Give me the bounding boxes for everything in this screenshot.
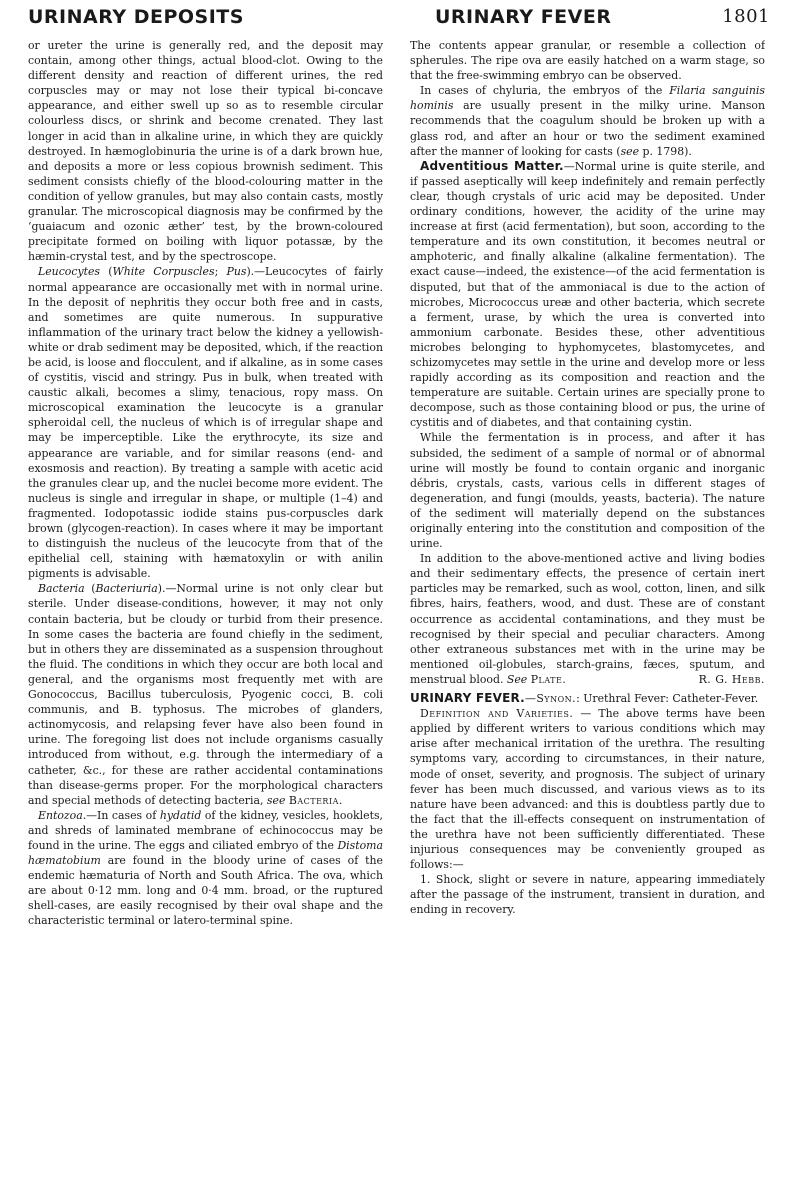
term-white-corpuscles: White Corpuscles — [112, 265, 215, 279]
running-header — [0, 6, 800, 34]
term-filaria: Filaria sanguinis hominis — [410, 84, 765, 113]
author-signature: R. G. Hebb. — [698, 672, 765, 686]
left-column — [28, 38, 383, 1184]
page-number: 1801 — [722, 6, 770, 27]
paragraph-contents: The contents appear granular, or resemble a collection of spherules. The ripe ova are easily hatched on a warm stage, so that the free-swimming embryo can be observed. — [410, 39, 765, 83]
right-column — [410, 38, 765, 1184]
heading-definition: Definition and Varieties. — [420, 707, 574, 721]
term-leucocytes: Leucocytes — [38, 265, 101, 279]
chyluria-intro: In cases of chyluria, the embryos of the — [420, 84, 670, 98]
definition-body: — The above terms have been applied by different writers to various conditions which may arise after mechanical irritation of the urethra. The resulting symptoms vary, according to circumstances, in their nature, mode of onset, severity, and prognosis. The subject of urinary fever has been much discussed, and various views as to its nature have been advanced: and this is doubtless partly due to the fact that the ill-effects consequent on instrumentation of the urethra have not been sufficiently differentiated. These injurious consequences may be conveniently grouped as follows:— — [410, 707, 765, 872]
cross-reference-plate[interactable]: Plate — [530, 672, 563, 686]
paren-open: ( — [100, 265, 113, 279]
synonym-body: : Urethral Fever: Catheter-Fever. — [576, 692, 759, 706]
heading-adventitious-matter: Adventitious Matter. — [420, 158, 564, 173]
see-reference: See — [506, 672, 528, 686]
paragraph-inert-particles — [410, 551, 765, 687]
running-title-right: URINARY FEVER — [435, 6, 612, 28]
bacteria-body: —Normal urine is not only clear but sterile. Under disease-conditions, however, it may not only contain bacteria, but be cloudy or turbid from their presence. In some cases the bacteria are found chiefly in the sediment, but in others they are disseminated as a suspension throughout the fluid. The conditions in which they occur are both local and general, and the organisms most frequently met with are Gonococcus, Bacillus tuberculosis, Pyogenic cocci, B. coli communis, and B. typhosus. The microbes of glanders, actinomycosis, and relapsing fever have also been found in urine. The foregoing list does not include organisms casually introduced from without, e.g. through the intermediary of a catheter, &c., for these are rather accidental contaminations than disease-germs proper. For the morphological characters and special methods of detecting bacteria, — [28, 582, 383, 807]
paren-open: ( — [84, 582, 96, 596]
inert-body: In addition to the above-mentioned active and living bodies and their sedimentary effects, the presence of certain inert particles may be remarked, such as wool, cotton, linen, and silk fibres, hairs, feathers, wood, and dust. These are of constant occurrence as accidental contaminations, and they must be recognised by their special and peculiar characters. Among other extraneous substances met with in the urine may be mentioned oil-globules, starch-grains, fæces, sputum, and menstrual blood. — [410, 552, 765, 686]
paragraph-red-corpuscles: or ureter the urine is generally red, and the deposit may contain, among other things, actual blood-clot. Owing to the different density and reaction of different urines, the red corpuscles may or may not lose their typical bi-concave appearance, and either swell up so as to resemble circular colourless discs, or shrink and become crenated. They last longer in acid than in alkaline urine, in which they are quickly destroyed. In hæmoglobinuria the urine is of a dark brown hue, and deposits a more or less copious brownish sediment. This sediment consists chiefly of the blood-colouring matter in the condition of yellow granules, but may also contain casts, mostly granular. The microscopical diagnosis may be confirmed by the ‘guaiacum and ozonic æther’ test, by the brown-coloured precipitate formed on boiling with liquor potassæ, by the hæmin-crystal test, and by the spectroscope. — [28, 39, 383, 264]
paragraph-fermentation: While the fermentation is in process, and after it has subsided, the sediment of a sample of normal or of abnormal urine will mostly be found to contain organic and inorganic débris, crystals, casts, various cells in different stages of degeneration, and fungi (moulds, yeasts, bacteria). The nature of the sediment will materially depend on the substances originally entering into the constitution and composition of the urine. — [410, 431, 765, 551]
running-title-left: URINARY DEPOSITS — [28, 6, 244, 28]
cross-reference-bacteria[interactable]: Bacteria — [288, 793, 339, 807]
leucocytes-body: —Leucocytes of fairly normal appearance are occasionally met with in normal urine. In the deposit of nephritis they occur both free and in casts, and sometimes are quite numerous. In suppurative inflammation of the urinary tract below the kidney a yellowish-white or drab sediment may be deposited, which, if the reaction be acid, is loose and flocculent, and if alkaline, as in some cases of cystitis, viscid and stringy. Pus in bulk, when treated with caustic alkali, becomes a slimy, tenacious, ropy mass. On microscopical examination the leucocyte is a granular spheroidal cell, the nucleus of which is of irregular shape and may be imperceptible. Like the erythrocyte, its size and appearance are variable, and for similar reasons (end- and exosmosis and reaction). By treating a sample with acetic acid the granules clear up, and the nuclei become more evident. The nucleus is single and irregular in shape, or multiple (1–4) and fragmented. Iodopotassic iodide stains pus-corpuscles dark brown (glycogen-reaction). In cases where it may be important to distinguish the nucleus of the leucocyte from that of the epithelial cell, staining with hæmatoxylin or with anilin pigments is advisable. — [28, 265, 383, 581]
chyluria-body: are usually present in the milky urine. Manson recommends that the coagulum should be broken up with a glass rod, and after an hour or two the sediment examined after the manner of looking for casts ( — [410, 99, 765, 158]
page-reference[interactable]: p. 1798). — [639, 144, 692, 158]
separator: ; — [214, 265, 227, 279]
entozoa-body-2: are found in the bloody urine of cases of the endemic hæmaturia of North and South Africa. The ova, which are about 0·12 mm. long and 0·4 mm. broad, or the ruptured shell-cases, are easily recognised by their oval shape and the characteristic terminal or latero-terminal spine. — [28, 854, 383, 928]
term-bacteriuria: Bacteriuria — [95, 582, 158, 596]
paragraph-leucocytes — [28, 264, 383, 581]
heading-urinary-fever: URINARY FEVER. — [410, 691, 525, 706]
term-pus: Pus — [226, 265, 247, 279]
paragraph-definition — [410, 706, 765, 872]
paren-close: ). — [157, 582, 166, 596]
paragraph-urinary-fever-heading — [410, 691, 765, 706]
paragraph-chyluria — [410, 83, 765, 158]
synonym-label: —Synon. — [524, 692, 577, 706]
see-reference: see — [266, 793, 286, 807]
term-bacteria: Bacteria — [38, 582, 85, 596]
period: . — [338, 793, 343, 807]
term-hydatid: hydatid — [159, 808, 202, 822]
list-item-shock: 1. Shock, slight or severe in nature, appearing immediately after the passage of the instrument, transient in duration, and ending in recovery. — [410, 873, 765, 917]
paragraph-entozoa — [28, 808, 383, 929]
entozoa-body: of the kidney, vesicles, hooklets, and shreds of laminated membrane of echinococcus may be found in the urine. The eggs and ciliated embryo of the — [28, 808, 383, 852]
paren-close: ). — [246, 265, 255, 279]
paragraph-adventitious-matter — [410, 159, 765, 431]
term-entozoa: Entozoa — [38, 808, 83, 822]
adventitious-body: —Normal urine is quite sterile, and if passed aseptically will keep indefinitely and remain perfectly clear, though crystals of uric acid may be deposited. Under ordinary conditions, however, the acidity of the urine may increase at first (acid fermentation), but soon, according to the temperature and its own constitution, it becomes neutral or amphoteric, and finally alkaline (alkaline fermentation). The exact cause—indeed, the existence—of the acid fermentation is disputed, but that of the ammoniacal is due to the action of microbes, Micrococcus ureæ and other bacteria, which secrete a ferment, urase, by which the urea is converted into ammonium carbonate. Besides these, other adventitious microbes belonging to hyphomycetes, blastomycetes, and schizomycetes may settle in the urine and develop more or less rapidly according as its composition and reaction and the temperature are suitable. Certain urines are specially prone to decompose, such as those containing blood or pus, the urine of cystitis and of diabetes, and that containing cystin. — [410, 159, 765, 430]
see-reference: see — [620, 144, 640, 158]
entozoa-intro: .—In cases of — [82, 808, 160, 822]
period: . — [562, 672, 566, 686]
term-distoma: Distoma hæmatobium — [28, 838, 383, 868]
paragraph-bacteria — [28, 581, 383, 807]
